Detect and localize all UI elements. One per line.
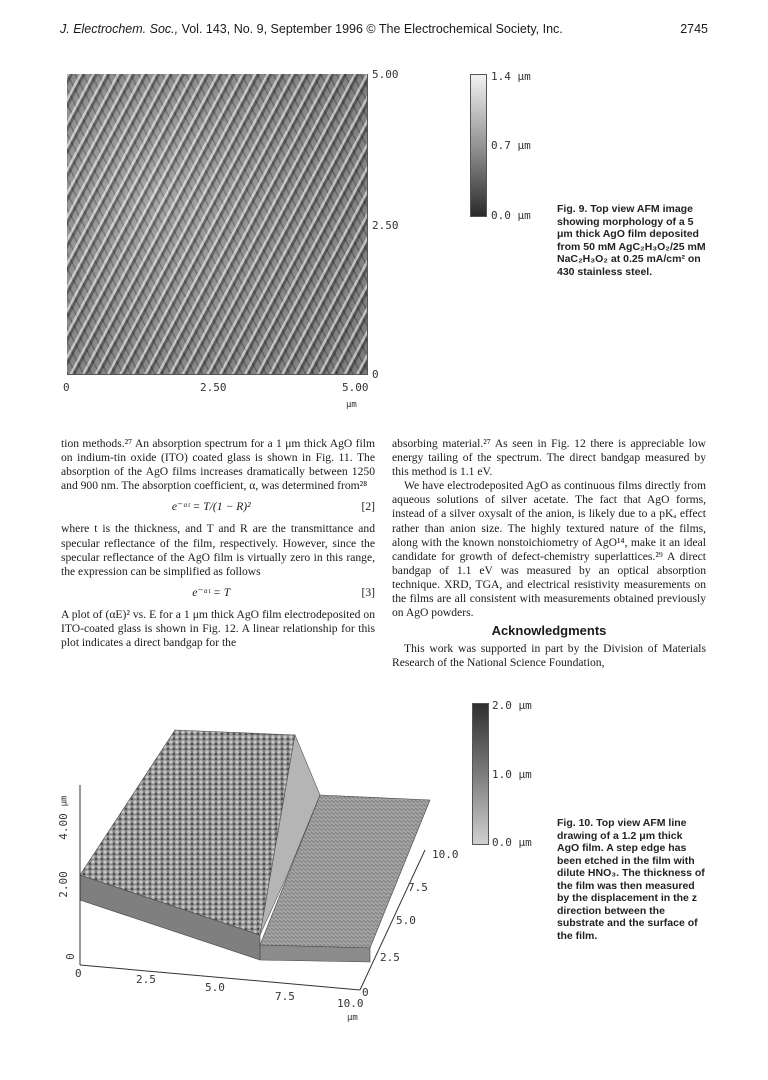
- fig10-z-tick: 2.00: [56, 871, 70, 898]
- journal-name: J. Electrochem. Soc.,: [60, 22, 179, 36]
- fig9-frame-right: [367, 74, 368, 374]
- fig10-z-tick: 0: [63, 953, 77, 960]
- paragraph: A plot of (αE)² vs. E for a 1 μm thick AgO film electrodeposited on ITO-coated glass is shown in Fig. 12. A linear relationship for this plot indicates a direct bandgap for the: [61, 607, 375, 650]
- paragraph: This work was supported in part by the Division of Materials Research of the National Science Foundation,: [392, 642, 706, 670]
- fig9-bottom-tick: 5.00: [342, 381, 369, 394]
- running-header: [60, 22, 563, 36]
- fig9-afm-image: [67, 74, 367, 374]
- fig9-unit-label: μm: [346, 400, 357, 410]
- fig9-bottom-tick: 2.50: [200, 381, 227, 394]
- page-number: 2745: [680, 22, 708, 36]
- fig10-scale-tick: 1.0 μm: [492, 768, 532, 781]
- left-column: [61, 437, 375, 650]
- equation-number: [2]: [361, 500, 375, 514]
- fig9-right-tick: 2.50: [372, 219, 399, 232]
- fig10-z-unit: μm: [59, 795, 70, 807]
- fig10-scale-tick: 0.0 μm: [492, 836, 532, 849]
- fig10-x-tick: 7.5: [275, 990, 295, 1003]
- fig10-x-tick: 10.0: [337, 997, 364, 1010]
- fig10-y-tick: 5.0: [396, 914, 416, 927]
- fig9-bottom-tick: 0: [63, 381, 70, 394]
- equation-number: [3]: [361, 585, 375, 599]
- fig9-scale-tick: 0.0 μm: [491, 209, 531, 222]
- paragraph: where t is the thickness, and T and R are the transmittance and specular reflectance of the film, respectively. However, since the specular reflectance of the AgO film is virtually zero in this range, the expression can be simplified as follows: [61, 522, 375, 578]
- equation-body: e⁻ᵅᵗ = T: [192, 585, 231, 599]
- fig9-caption: Fig. 9. Top view AFM image showing morphology of a 5 μm thick AgO film deposited from 50 mM AgC₂H₃O₂/25 mM NaC₂H₃O₂ at 0.25 mA/cm² on 430 stainless steel.: [557, 203, 706, 278]
- paragraph: We have electrodeposited AgO as continuous films directly from aqueous solutions of silver acetate. The fact that AgO forms, instead of a silver oxysalt of the anion, is likely due to a pKₐ effect rather than anion size. The highly textured nature of the films, along with the known nonstoichiometry of AgO¹⁴, make it an ideal candidate for growth of defect-chemistry superlattices.²⁹ A direct bandgap of 1.1 eV was measured by an optical absorption technique. XRD, TGA, and electrical resistivity measurements on the films are all consistent with measurements obtained previously on AgO powders.: [392, 479, 706, 620]
- fig10-caption: Fig. 10. Top view AFM line drawing of a 1.2 μm thick AgO film. A step edge has been etched in the film with dilute HNO₃. The thickness of the film was then measured by the displacement in the z direction between the substrate and the surface of the film.: [557, 817, 705, 942]
- fig9-right-tick: 5.00: [372, 68, 399, 81]
- fig10-y-tick: 7.5: [408, 881, 428, 894]
- fig9-right-tick: 0: [372, 368, 379, 381]
- fig10-y-tick: 10.0: [432, 848, 459, 861]
- fig10-x-tick: 5.0: [205, 981, 225, 994]
- fig10-y-tick: 0: [362, 986, 369, 999]
- fig10-substrate-front: [260, 945, 370, 962]
- paragraph: tion methods.²⁷ An absorption spectrum for a 1 μm thick AgO film on indium-tin oxide (ITO) coated glass is shown in Fig. 11. The absorption of the AgO films increases dramatically between 1250 and 900 nm. The absorption coefficient, α, was determined from²⁸: [61, 437, 375, 493]
- fig9-scale-tick: 0.7 μm: [491, 139, 531, 152]
- section-heading: Acknowledgments: [491, 623, 607, 639]
- equation-3: [61, 586, 375, 600]
- fig9-scale-tick: 1.4 μm: [491, 70, 531, 83]
- fig10-3d-afm-plot: [55, 700, 475, 1020]
- paragraph: absorbing material.²⁷ As seen in Fig. 12 there is appreciable low energy tailing of the spectrum. The direct bandgap measured by this method is 1.1 eV.: [392, 437, 706, 479]
- fig10-scale-tick: 2.0 μm: [492, 699, 532, 712]
- fig10-height-scale: [472, 703, 489, 845]
- equation-2: [61, 500, 375, 514]
- fig10-y-tick: 2.5: [380, 951, 400, 964]
- fig10-x-tick: 2.5: [136, 973, 156, 986]
- fig10-x-tick: 0: [75, 967, 82, 980]
- fig9-frame-bottom: [67, 374, 368, 375]
- issue-info: Vol. 143, No. 9, September 1996 © The Electrochemical Society, Inc.: [178, 22, 563, 36]
- fig9-height-scale: [470, 74, 487, 217]
- right-column: [392, 437, 706, 671]
- equation-body: e⁻ᵅᵗ = T/(1 − R)²: [171, 500, 251, 514]
- fig10-unit-label: μm: [347, 1013, 358, 1023]
- fig10-z-tick: 4.00: [56, 813, 70, 840]
